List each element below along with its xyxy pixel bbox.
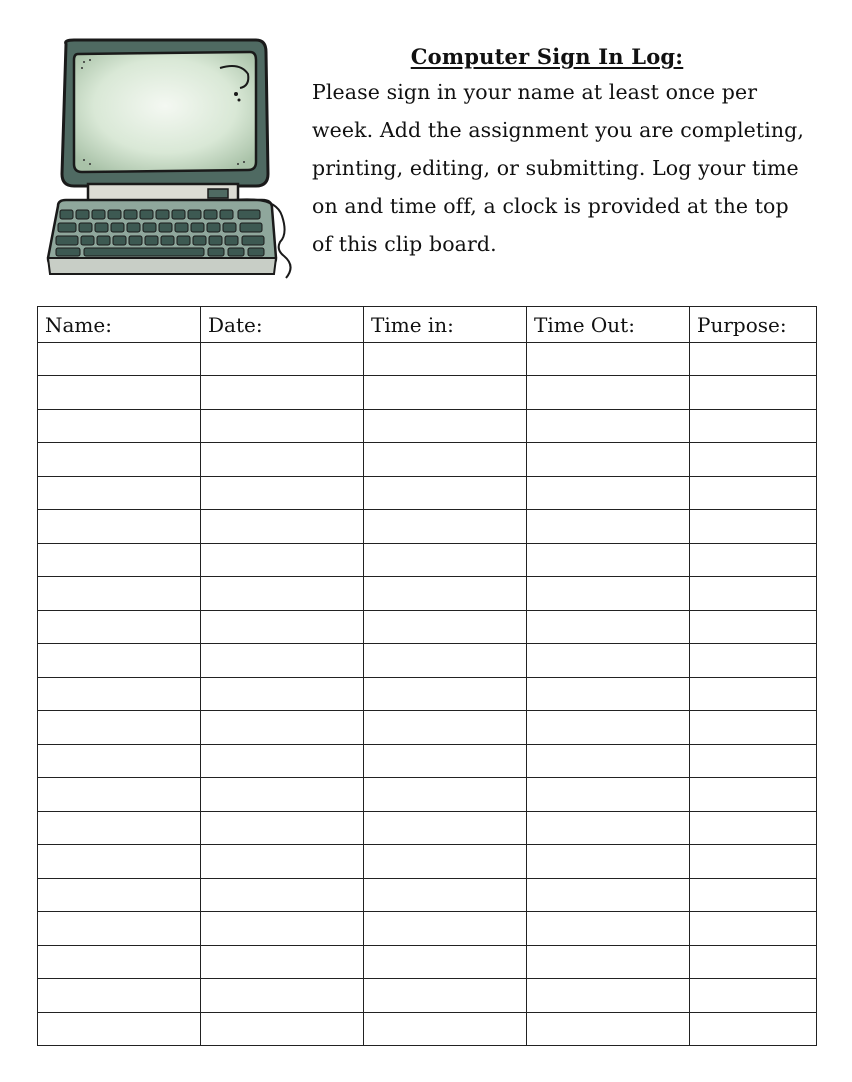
table-row <box>38 342 817 376</box>
table-cell-name <box>38 610 201 644</box>
table-cell-name <box>38 811 201 845</box>
table-cell-date <box>201 644 364 678</box>
table-cell-purpose <box>690 376 817 410</box>
table-cell-name <box>38 510 201 544</box>
table-cell-purpose <box>690 744 817 778</box>
table-row <box>38 912 817 946</box>
table-cell-purpose <box>690 443 817 477</box>
table-cell-date <box>201 677 364 711</box>
table-cell-time-out <box>527 677 690 711</box>
table-cell-date <box>201 811 364 845</box>
table-cell-time-in <box>364 845 527 879</box>
table-cell-name <box>38 711 201 745</box>
instructions-text: Please sign in your name at least once per week. Add the assignment you are completing, printing, editing, or submitting. Log your time on and time off, a clock is provided at the top of this clip board. <box>312 80 805 256</box>
header-text <box>312 44 812 263</box>
table-cell-time-out <box>527 476 690 510</box>
table-cell-purpose <box>690 811 817 845</box>
table-cell-purpose <box>690 912 817 946</box>
table-cell-purpose <box>690 510 817 544</box>
table-cell-time-out <box>527 744 690 778</box>
table-cell-time-out <box>527 912 690 946</box>
table-row <box>38 409 817 443</box>
table-cell-purpose <box>690 543 817 577</box>
table-cell-time-in <box>364 878 527 912</box>
table-cell-time-out <box>527 878 690 912</box>
table-cell-time-out <box>527 610 690 644</box>
table-cell-date <box>201 979 364 1013</box>
table-cell-name <box>38 677 201 711</box>
table-cell-time-in <box>364 677 527 711</box>
table-cell-date <box>201 543 364 577</box>
table-cell-time-in <box>364 778 527 812</box>
table-cell-name <box>38 878 201 912</box>
table-cell-name <box>38 577 201 611</box>
table-row <box>38 543 817 577</box>
table-cell-date <box>201 577 364 611</box>
table-cell-purpose <box>690 945 817 979</box>
table-row <box>38 778 817 812</box>
table-cell-name <box>38 376 201 410</box>
table-cell-time-out <box>527 778 690 812</box>
table-cell-time-in <box>364 543 527 577</box>
table-cell-purpose <box>690 577 817 611</box>
table-cell-purpose <box>690 677 817 711</box>
table-cell-name <box>38 778 201 812</box>
table-cell-purpose <box>690 711 817 745</box>
table-cell-time-out <box>527 342 690 376</box>
table-row <box>38 577 817 611</box>
table-cell-purpose <box>690 476 817 510</box>
table-cell-purpose <box>690 342 817 376</box>
table-cell-time-out <box>527 979 690 1013</box>
table-cell-time-out <box>527 811 690 845</box>
table-cell-purpose <box>690 1012 817 1046</box>
table-cell-time-in <box>364 711 527 745</box>
table-row <box>38 878 817 912</box>
table-cell-purpose <box>690 878 817 912</box>
table-cell-name <box>38 744 201 778</box>
table-cell-name <box>38 845 201 879</box>
table-cell-time-in <box>364 945 527 979</box>
table-cell-time-in <box>364 1012 527 1046</box>
table-row <box>38 644 817 678</box>
table-cell-date <box>201 744 364 778</box>
log-table-body <box>38 342 817 1046</box>
table-cell-time-in <box>364 577 527 611</box>
table-cell-date <box>201 409 364 443</box>
sign-in-log-table <box>37 306 817 1046</box>
table-cell-date <box>201 610 364 644</box>
table-cell-purpose <box>690 778 817 812</box>
table-cell-time-in <box>364 476 527 510</box>
table-row <box>38 744 817 778</box>
table-cell-time-out <box>527 376 690 410</box>
table-cell-name <box>38 476 201 510</box>
table-cell-name <box>38 912 201 946</box>
table-cell-time-in <box>364 510 527 544</box>
table-cell-time-out <box>527 644 690 678</box>
table-cell-date <box>201 510 364 544</box>
table-cell-name <box>38 979 201 1013</box>
table-cell-date <box>201 711 364 745</box>
table-cell-date <box>201 778 364 812</box>
table-row <box>38 510 817 544</box>
column-header-time-out: Time Out: <box>527 307 690 343</box>
table-cell-time-in <box>364 409 527 443</box>
table-row <box>38 677 817 711</box>
table-row <box>38 443 817 477</box>
table-cell-time-out <box>527 711 690 745</box>
table-cell-purpose <box>690 644 817 678</box>
table-row <box>38 610 817 644</box>
table-cell-date <box>201 912 364 946</box>
table-cell-time-in <box>364 979 527 1013</box>
table-cell-time-out <box>527 543 690 577</box>
table-row <box>38 711 817 745</box>
table-cell-name <box>38 409 201 443</box>
table-cell-purpose <box>690 845 817 879</box>
table-cell-time-in <box>364 811 527 845</box>
table-row <box>38 376 817 410</box>
table-cell-date <box>201 476 364 510</box>
table-cell-date <box>201 845 364 879</box>
table-row <box>38 945 817 979</box>
table-cell-name <box>38 945 201 979</box>
table-cell-time-out <box>527 1012 690 1046</box>
table-cell-purpose <box>690 979 817 1013</box>
table-cell-time-out <box>527 409 690 443</box>
table-row <box>38 979 817 1013</box>
table-row <box>38 845 817 879</box>
table-cell-name <box>38 342 201 376</box>
table-cell-time-in <box>364 342 527 376</box>
table-cell-time-out <box>527 577 690 611</box>
table-row <box>38 811 817 845</box>
page-title: Computer Sign In Log: <box>410 44 684 69</box>
table-cell-name <box>38 1012 201 1046</box>
table-row <box>38 1012 817 1046</box>
table-cell-date <box>201 443 364 477</box>
table-cell-date <box>201 376 364 410</box>
computer-clipart-icon <box>44 38 306 282</box>
column-header-purpose: Purpose: <box>690 307 817 343</box>
table-cell-name <box>38 543 201 577</box>
table-cell-date <box>201 878 364 912</box>
table-row <box>38 476 817 510</box>
table-cell-date <box>201 1012 364 1046</box>
table-cell-time-out <box>527 510 690 544</box>
table-cell-date <box>201 342 364 376</box>
table-cell-name <box>38 644 201 678</box>
table-cell-time-out <box>527 845 690 879</box>
table-cell-time-in <box>364 443 527 477</box>
column-header-date: Date: <box>201 307 364 343</box>
table-cell-time-out <box>527 443 690 477</box>
table-cell-purpose <box>690 610 817 644</box>
table-cell-time-out <box>527 945 690 979</box>
table-header-row <box>38 307 817 343</box>
column-header-name: Name: <box>38 307 201 343</box>
table-cell-time-in <box>364 744 527 778</box>
table-cell-name <box>38 443 201 477</box>
table-cell-time-in <box>364 376 527 410</box>
column-header-time-in: Time in: <box>364 307 527 343</box>
table-cell-time-in <box>364 644 527 678</box>
table-cell-date <box>201 945 364 979</box>
table-cell-time-in <box>364 610 527 644</box>
table-cell-time-in <box>364 912 527 946</box>
table-cell-purpose <box>690 409 817 443</box>
